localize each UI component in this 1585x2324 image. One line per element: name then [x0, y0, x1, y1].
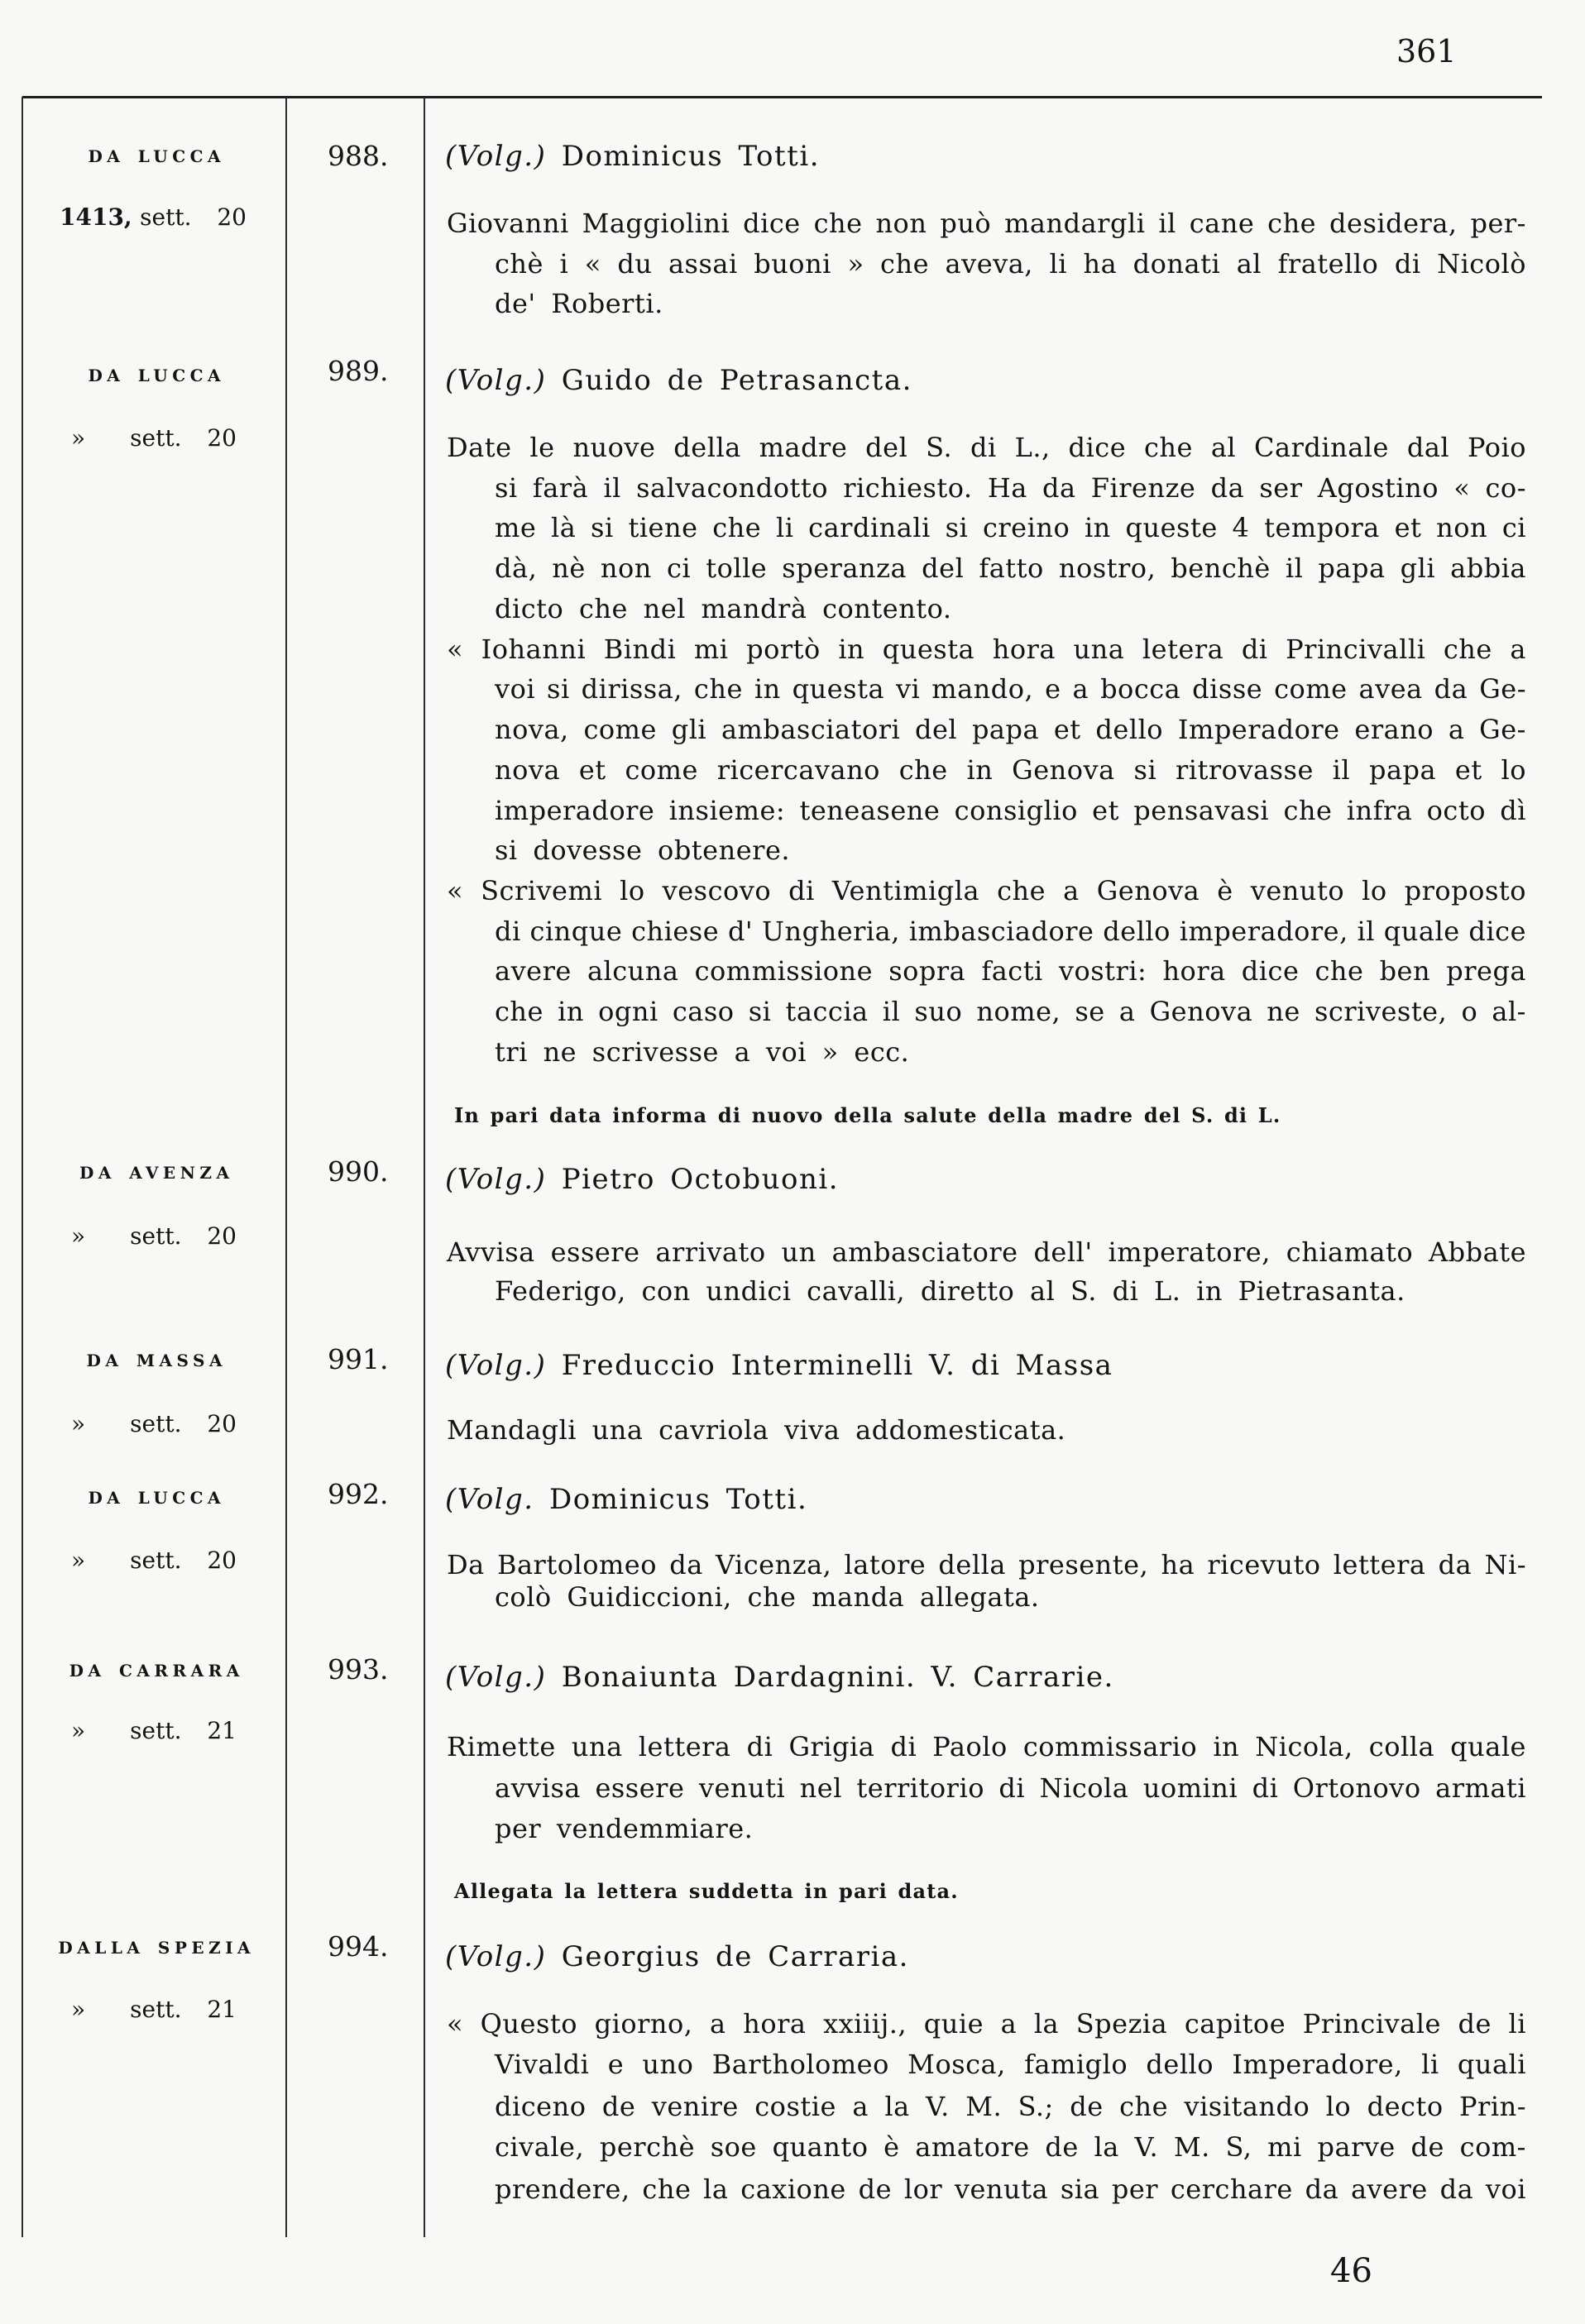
place-of-origin: DA LUCCA: [88, 366, 226, 386]
ditto-mark: »: [71, 424, 86, 452]
body-line: chè i « du assai buoni » che aveva, li ha donati al fratello di Nicolò: [495, 247, 1526, 280]
body-line: per vendemmiare.: [495, 1812, 754, 1844]
entry-date: [71, 1996, 237, 2024]
body-line: Avvisa essere arrivato un ambasciatore dell' imperatore, chiamato Abbate: [447, 1236, 1526, 1268]
body-line: de' Roberti.: [495, 288, 663, 320]
ditto-mark: »: [71, 1410, 86, 1438]
body-line: Date le nuove della madre del S. di L., dice che al Cardinale dal Poio: [447, 431, 1526, 463]
date-day: sett. 20: [140, 203, 247, 232]
body-line: si farà il salvacondotto richiesto. Ha da Firenze da ser Agostino « co-: [495, 471, 1526, 504]
ditto-mark: »: [71, 1222, 86, 1250]
signature-mark: 46: [1330, 2252, 1372, 2291]
body-line: avvisa essere venuti nel territorio di Nicola uomini di Ortonovo armati: [495, 1772, 1526, 1804]
body-line: tri ne scrivesse a voi » ecc.: [495, 1035, 910, 1068]
heading-prefix: (Volg.): [445, 1940, 547, 1974]
heading-name: Georgius de Carraria.: [561, 1940, 909, 1974]
body-line: me là si tiene che li cardinali si creino in queste 4 tempora et non ci: [495, 512, 1526, 544]
date-day: sett. 20: [130, 1547, 237, 1575]
place-of-origin: DA AVENZA: [79, 1163, 234, 1184]
body-line: prendere, che la caxione de lor venuta sia per cerchare da avere da voi: [495, 2173, 1526, 2205]
entry-number: 992.: [328, 1478, 389, 1511]
entry-date: [71, 424, 237, 452]
place-of-origin: DA MASSA: [86, 1351, 227, 1371]
editorial-note: Allegata la lettera suddetta in pari data.: [454, 1878, 959, 1903]
entry-date: [71, 1222, 237, 1250]
entry-number: 990.: [328, 1155, 389, 1188]
heading-prefix: (Volg.): [445, 364, 547, 398]
top-rule: [22, 96, 1542, 98]
body-line: nova, come gli ambasciatori del papa et dello Imperadore erano a Ge-: [495, 714, 1526, 746]
body-line: dicto che nel mandrà contento.: [495, 592, 952, 624]
heading-prefix: (Volg.): [445, 1349, 547, 1383]
entry-heading: [445, 1483, 808, 1517]
entry-number: 988.: [328, 140, 389, 173]
entry-date: [71, 1719, 237, 1743]
entry-heading: [445, 1163, 840, 1197]
place-of-origin: DA LUCCA: [88, 146, 226, 167]
date-day: sett. 21: [130, 1717, 237, 1745]
date-day: sett. 20: [130, 1410, 237, 1438]
body-line: che in ogni caso si taccia il suo nome, se a Genova ne scriveste, o al-: [495, 996, 1526, 1028]
body-line: Giovanni Maggiolini dice che non può mandargli il cane che desidera, per-: [447, 207, 1526, 239]
heading-name: Guido de Petrasancta.: [561, 364, 912, 398]
entry-number: 994.: [328, 1930, 389, 1963]
entry-date: [71, 1410, 237, 1438]
body-line: si dovesse obtenere.: [495, 834, 791, 867]
column-rule-text: [424, 97, 425, 2237]
entry-heading: [445, 1940, 909, 1974]
date-day: sett. 20: [130, 424, 237, 452]
ditto-mark: »: [71, 1547, 86, 1575]
entry-heading: [445, 1349, 1113, 1383]
heading-name: Dominicus Totti.: [561, 140, 821, 174]
body-line: nova et come ricercavano che in Genova si ritrovasse il papa et lo: [495, 753, 1526, 786]
entry-number: 991.: [328, 1343, 389, 1376]
date-year: 1413,: [60, 203, 132, 232]
place-of-origin: DA LUCCA: [88, 1488, 226, 1509]
body-line: di cinque chiese d' Ungheria, imbasciadore dello imperadore, il quale dice: [495, 915, 1526, 947]
ditto-mark: »: [71, 1717, 86, 1745]
place-of-origin: DA CARRARA: [69, 1661, 244, 1681]
body-line: Rimette una lettera di Grigia di Paolo commissario in Nicola, colla quale: [447, 1730, 1526, 1762]
body-line: Mandagli una cavriola viva addomesticata.: [447, 1413, 1066, 1446]
ditto-mark: »: [71, 1996, 86, 2024]
body-line: Vivaldi e uno Bartholomeo Mosca, famiglo dello Imperadore, li quali: [495, 2048, 1526, 2080]
entry-number: 993.: [328, 1653, 389, 1686]
body-line: colò Guidiccioni, che manda allegata.: [495, 1580, 1040, 1613]
heading-prefix: (Volg.): [445, 140, 547, 174]
entry-date: [71, 1547, 237, 1575]
body-line: dà, nè non ci tolle speranza del fatto nostro, benchè il papa gli abbia: [495, 552, 1526, 585]
body-line: avere alcuna commissione sopra facti vostri: hora dice che ben prega: [495, 955, 1526, 987]
entry-heading: [445, 364, 912, 398]
date-day: sett. 21: [130, 1996, 237, 2024]
heading-name: Freduccio Interminelli V. di Massa: [561, 1349, 1113, 1383]
body-line: civale, perchè soe quanto è amatore de la V. M. S, mi parve de com-: [495, 2130, 1526, 2163]
heading-name: Pietro Octobuoni.: [561, 1163, 840, 1197]
body-line: « Questo giorno, a hora xxiiij., quie a la Spezia capitoe Princivale de li: [447, 2007, 1526, 2039]
editorial-note: In pari data informa di nuovo della salute della madre del S. di L.: [454, 1102, 1281, 1127]
body-line: « Iohanni Bindi mi portò in questa hora una letera di Princivalli che a: [447, 633, 1526, 665]
body-line: « Scrivemi lo vescovo di Ventimigla che a Genova è venuto lo proposto: [447, 874, 1526, 906]
body-line: Federigo, con undici cavalli, diretto al S. di L. in Pietrasanta.: [495, 1274, 1405, 1307]
heading-name: Dominicus Totti.: [548, 1483, 808, 1517]
body-line: voi si dirissa, che in questa vi mando, e a bocca disse come avea da Ge-: [495, 673, 1526, 705]
place-of-origin: DALLA SPEZIA: [58, 1938, 256, 1958]
heading-prefix: (Volg.): [445, 1163, 547, 1197]
entry-heading: [445, 140, 821, 174]
entry-date: [60, 203, 247, 232]
date-day: sett. 20: [130, 1222, 237, 1250]
entry-number: 989.: [328, 355, 389, 388]
heading-prefix: (Volg.: [445, 1483, 534, 1517]
entry-heading: [445, 1661, 1114, 1695]
body-line: imperadore insieme: teneasene consiglio et pensavasi che infra octo dì: [495, 794, 1526, 826]
body-line: diceno de venire costie a la V. M. S.; de che visitando lo decto Prin-: [495, 2090, 1526, 2122]
body-line: Da Bartolomeo da Vicenza, latore della presente, ha ricevuto lettera da Ni-: [447, 1548, 1526, 1580]
heading-name: Bonaiunta Dardagnini. V. Carrarie.: [561, 1661, 1114, 1695]
heading-prefix: (Volg.): [445, 1661, 547, 1695]
page-number: 361: [1396, 32, 1457, 69]
